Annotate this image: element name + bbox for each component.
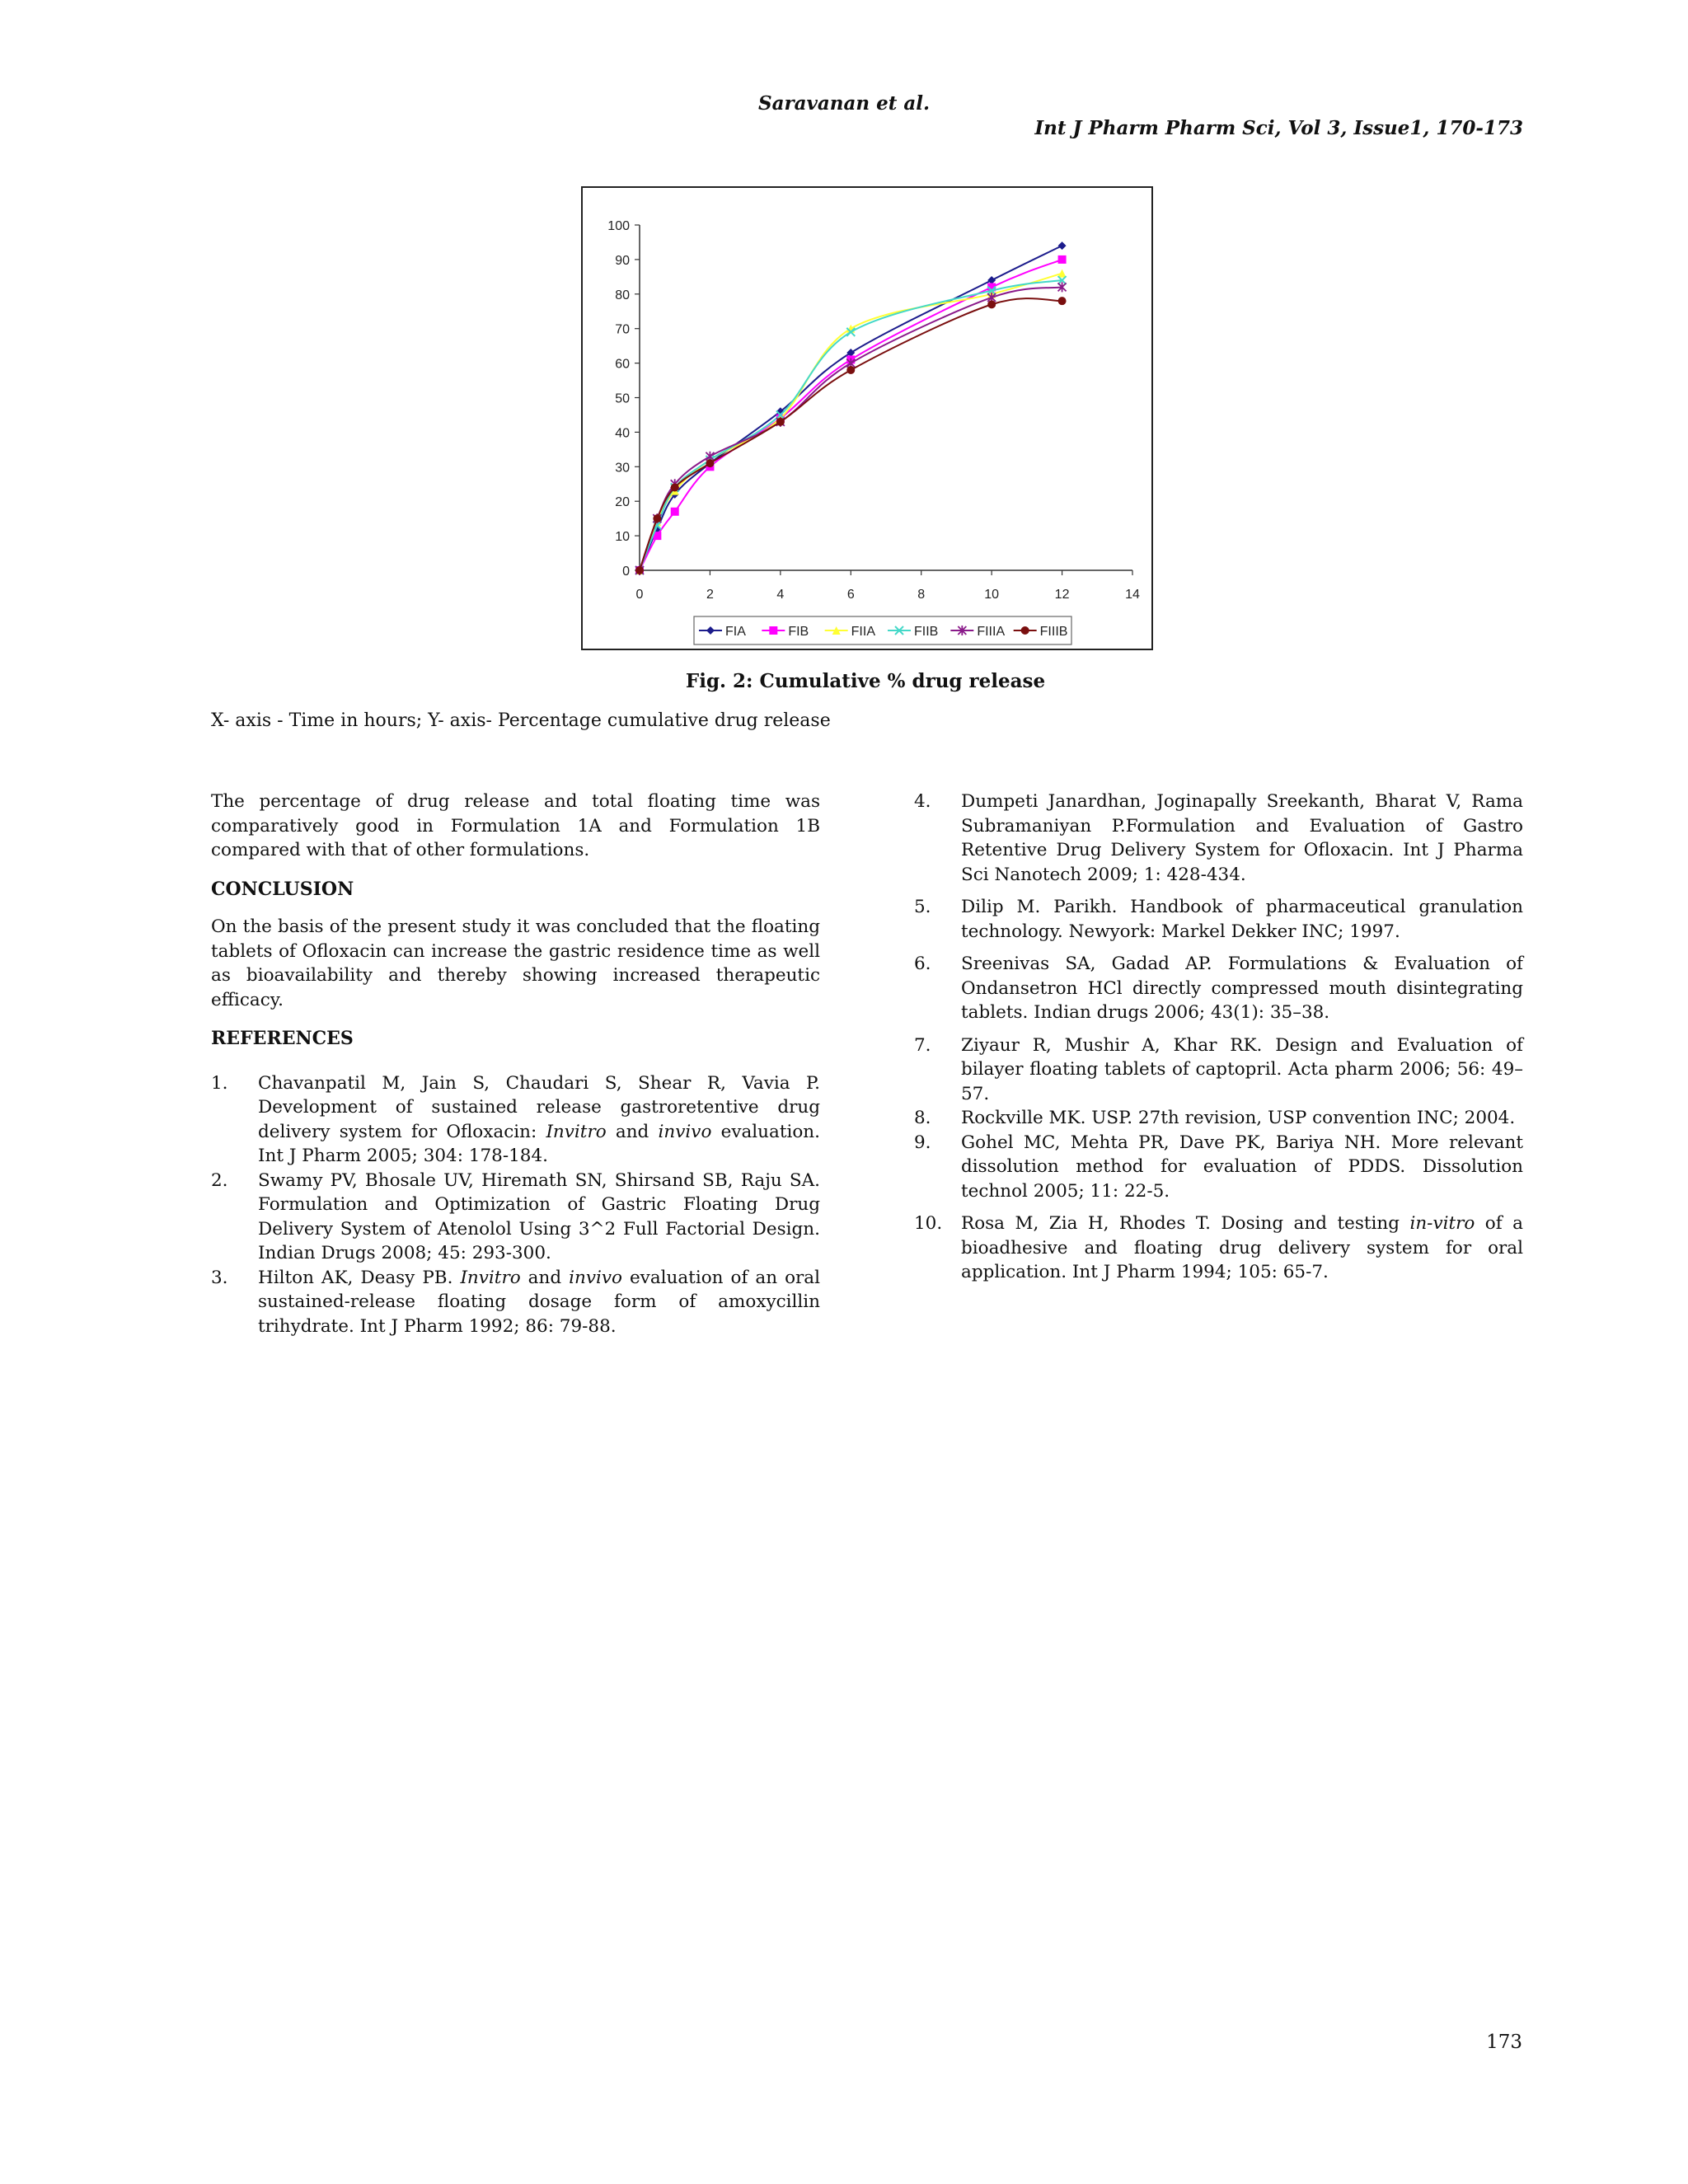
x-tick-label: 4 [776, 588, 785, 602]
reference-item [914, 952, 1523, 1025]
data-point-fiiib [653, 514, 661, 523]
reference-italic-text: invivo [658, 1121, 712, 1142]
right-column [914, 790, 1523, 1285]
reference-text: and [520, 1267, 570, 1288]
x-tick-label: 10 [984, 588, 1000, 602]
x-tick-label: 6 [846, 588, 855, 602]
reference-text: Sreenivas SA, Gadad AP. Formulations & Evaluation of Ondansetron HCl directly compressed mouth disintegrating tablets. Indian drugs 2006; 43(1): 35–38. [961, 954, 1523, 1023]
y-tick-label: 60 [615, 357, 630, 372]
page-number: 173 [1486, 2032, 1522, 2053]
reference-italic-text: Invitro [546, 1121, 607, 1142]
legend-label: FIA [725, 625, 746, 639]
legend-label: FIIIB [1039, 625, 1068, 639]
running-header-journal: Int J Pharm Pharm Sci, Vol 3, Issue1, 170-173 [1034, 117, 1523, 139]
reference-number: 10. [914, 1213, 943, 1234]
data-point-fiiib [776, 418, 785, 426]
results-paragraph: The percentage of drug release and total floating time was comparatively good in Formulation 1A and Formulation 1B compared with that of other formulations. [211, 791, 820, 860]
drug-release-line-chart [583, 188, 1151, 649]
figure-caption: Fig. 2: Cumulative % drug release [685, 670, 1046, 692]
reference-item [914, 790, 1523, 887]
reference-number: 7. [914, 1034, 931, 1056]
y-tick-label: 100 [607, 219, 630, 233]
references-heading: REFERENCES [211, 1028, 354, 1049]
series-line-fib [640, 260, 1062, 570]
figure-chart [581, 186, 1153, 650]
legend-marker-fiiib [1021, 626, 1029, 635]
reference-number: 2. [211, 1169, 228, 1191]
y-tick-label: 30 [615, 461, 630, 476]
reference-text: Rockville MK. USP. 27th revision, USP convention INC; 2004. [961, 1108, 1516, 1128]
data-point-fia [1058, 241, 1067, 250]
data-point-fib [1058, 255, 1067, 264]
reference-text: of a bioadhesive and floating drug delivery system for oral application. Int J Pharm 1994; 105: 65-7. [961, 1213, 1523, 1282]
reference-number: 5. [914, 897, 931, 917]
conclusion-paragraph: On the basis of the present study it was concluded that the floating tablets of Ofloxacin can increase the gastric residence time as well as bioavailability and thereby showing increased therapeutic efficacy. [211, 916, 820, 1010]
y-tick-label: 70 [615, 322, 630, 337]
conclusion-heading: CONCLUSION [211, 878, 354, 900]
y-tick-label: 90 [615, 253, 630, 268]
y-tick-label: 0 [622, 565, 630, 579]
reference-text: Dumpeti Janardhan, Joginapally Sreekanth, Bharat V, Rama Subramaniyan P.Formulation and Evaluation of Gastro Retentive Drug Delivery System for Ofloxacin. Int J Pharma Sci Nanotech 2009; 1: 428-434. [961, 791, 1523, 885]
reference-item [914, 1106, 1523, 1131]
reference-item [914, 1131, 1523, 1204]
data-point-fiiib [635, 566, 644, 574]
reference-number: 1. [211, 1072, 228, 1094]
reference-text: Swamy PV, Bhosale UV, Hiremath SN, Shirsand SB, Raju SA. Formulation and Optimization of Gastric Floating Drug Delivery System of Atenolol Using 3^2 Full Factorial Design. Indian Drugs 2008; 45: 293-300. [258, 1169, 820, 1263]
reference-list-right [914, 790, 1523, 1285]
legend-marker-fib [769, 626, 777, 635]
x-tick-label: 8 [917, 588, 926, 602]
x-tick-label: 14 [1125, 588, 1140, 602]
y-tick-label: 50 [615, 391, 630, 406]
reference-text: Gohel MC, Mehta PR, Dave PK, Bariya NH. More relevant dissolution method for evaluation of PDDS. Dissolution technol 2005; 11: 22-5. [961, 1132, 1523, 1202]
reference-text: Chavanpatil M, Jain S, Chaudari S, Shear R, Vavia P. Development of sustained release gastroretentive drug delivery system for Ofloxacin: [258, 1072, 820, 1142]
legend-label: FIIB [914, 625, 939, 639]
data-point-fiiib [706, 459, 714, 467]
reference-item [211, 1071, 820, 1169]
legend-label: FIIA [851, 625, 876, 639]
legend-label: FIB [788, 625, 809, 639]
x-tick-label: 2 [706, 588, 714, 602]
reference-text: Rosa M, Zia H, Rhodes T. Dosing and testing [961, 1213, 1410, 1234]
reference-item [914, 1212, 1523, 1285]
y-tick-label: 80 [615, 288, 630, 302]
figure-axis-note: X- axis - Time in hours; Y- axis- Percentage cumulative drug release [211, 710, 831, 731]
reference-item [914, 895, 1523, 944]
reference-italic-text: invivo [569, 1267, 622, 1288]
data-point-fiiib [846, 366, 855, 374]
data-point-fib [671, 508, 679, 516]
reference-number: 6. [914, 954, 931, 974]
reference-text: Hilton AK, Deasy PB. [258, 1267, 461, 1288]
reference-text: Ziyaur R, Mushir A, Khar RK. Design and Evaluation of bilayer floating tablets of captopril. Acta pharm 2006; 56: 49–57. [961, 1034, 1523, 1104]
reference-item [211, 1266, 820, 1339]
reference-text: evaluation. Int J Pharm 2005; 304: 178-184. [258, 1121, 820, 1166]
reference-item [211, 1169, 820, 1266]
series-line-fiia [640, 274, 1062, 570]
reference-text: and [606, 1121, 659, 1142]
data-point-fiiib [987, 300, 996, 308]
series-line-fiib [640, 280, 1062, 570]
left-column [211, 790, 820, 1338]
data-point-fiiib [1058, 297, 1067, 305]
reference-text: evaluation of an oral sustained-release floating dosage form of amoxycillin trihydrate. Int J Pharm 1992; 86: 79-88. [258, 1267, 820, 1337]
y-tick-label: 40 [615, 426, 630, 441]
data-point-fiiib [671, 483, 679, 491]
reference-italic-text: Invitro [460, 1267, 521, 1288]
legend-label: FIIIA [977, 625, 1006, 639]
reference-number: 9. [914, 1132, 931, 1153]
y-tick-label: 10 [615, 530, 630, 545]
reference-number: 8. [914, 1108, 931, 1128]
reference-text: Dilip M. Parikh. Handbook of pharmaceutical granulation technology. Newyork: Markel Dekker INC; 1997. [961, 897, 1523, 942]
reference-item [914, 1033, 1523, 1107]
x-tick-label: 12 [1054, 588, 1070, 602]
running-header-authors: Saravanan et al. [757, 92, 931, 115]
x-tick-label: 0 [635, 588, 644, 602]
reference-list-left [211, 1071, 820, 1339]
reference-number: 4. [914, 791, 931, 812]
y-tick-label: 20 [615, 495, 630, 510]
reference-number: 3. [211, 1267, 228, 1288]
series-line-fiiib [640, 298, 1062, 570]
reference-italic-text: in-vitro [1409, 1213, 1475, 1234]
